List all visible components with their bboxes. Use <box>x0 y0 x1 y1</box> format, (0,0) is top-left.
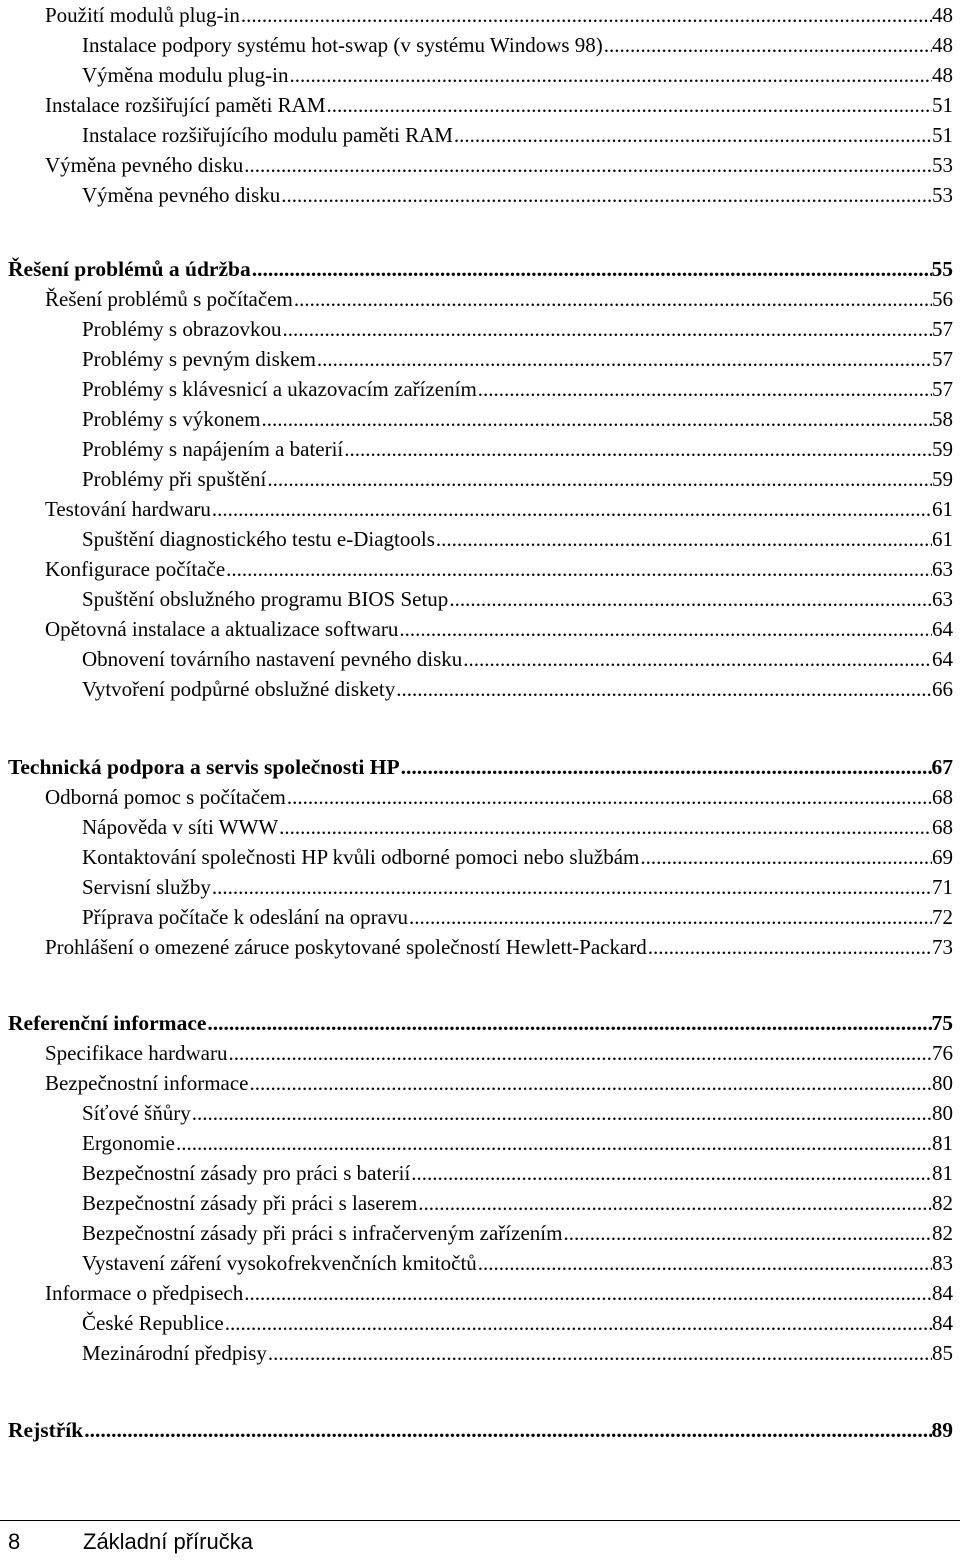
toc-entry-title: Servisní služby <box>82 875 211 899</box>
toc-entry[interactable] <box>82 872 953 902</box>
toc-entry[interactable] <box>45 1278 953 1308</box>
footer-page-number: 8 <box>8 1529 21 1554</box>
toc-entry-page: 64 <box>932 617 953 641</box>
toc-entry[interactable] <box>45 90 953 120</box>
toc-dot-leader <box>225 1308 932 1338</box>
toc-entry-page: 73 <box>932 935 953 959</box>
toc-dot-leader <box>344 434 932 464</box>
toc-entry-page: 57 <box>932 377 953 401</box>
toc-dot-leader <box>648 932 932 962</box>
toc-entry-page: 71 <box>932 875 953 899</box>
toc-entry-title: Odborná pomoc s počítačem <box>45 785 286 809</box>
toc-entry-title: Konfigurace počítače <box>45 557 226 581</box>
toc-dot-leader <box>84 1415 931 1445</box>
toc-entry-title: Ergonomie <box>82 1131 175 1155</box>
toc-dot-leader <box>262 404 933 434</box>
toc-dot-leader <box>212 494 932 524</box>
toc-entry-title: Testování hardwaru <box>45 497 211 521</box>
toc-entry[interactable] <box>82 404 953 434</box>
toc-dot-leader <box>396 674 932 704</box>
toc-entry-title: Referenční informace <box>8 1011 207 1035</box>
toc-dot-leader <box>229 1038 933 1068</box>
footer-title: Základní příručka <box>83 1529 253 1554</box>
toc-entry-page: 57 <box>932 347 953 371</box>
toc-entry-title: Prohlášení o omezené záruce poskytované společností Hewlett-Packard <box>45 935 647 959</box>
toc-entry[interactable] <box>82 584 953 614</box>
toc-entry[interactable] <box>82 180 953 210</box>
toc-dot-leader <box>604 30 932 60</box>
toc-entry[interactable] <box>82 1188 953 1218</box>
toc-entry-title: Výměna pevného disku <box>82 183 281 207</box>
toc-dot-leader <box>287 782 932 812</box>
toc-entry-title: Rejstřík <box>8 1418 84 1442</box>
toc-entry[interactable] <box>45 0 953 30</box>
toc-entry-page: 84 <box>932 1311 953 1335</box>
toc-dot-leader <box>399 614 932 644</box>
toc-chapter[interactable] <box>8 1415 953 1445</box>
toc-entry[interactable] <box>45 782 953 812</box>
toc-dot-leader <box>436 524 932 554</box>
toc-dot-leader <box>250 1068 933 1098</box>
toc-entry[interactable] <box>82 902 953 932</box>
toc-dot-leader <box>212 872 932 902</box>
toc-dot-leader <box>226 554 932 584</box>
toc-entry[interactable] <box>82 344 953 374</box>
toc-dot-leader <box>282 314 932 344</box>
toc-entry-page: 85 <box>932 1341 953 1365</box>
toc-entry[interactable] <box>82 1128 953 1158</box>
toc-entry[interactable] <box>82 524 953 554</box>
toc-entry-page: 80 <box>932 1071 953 1095</box>
toc-entry-page: 84 <box>932 1281 953 1305</box>
toc-entry-title: Problémy s obrazovkou <box>82 317 282 341</box>
toc-dot-leader <box>244 150 932 180</box>
toc-entry-title: Spuštění diagnostického testu e-Diagtools <box>82 527 435 551</box>
toc-entry[interactable] <box>45 1068 953 1098</box>
toc-entry-title: Problémy při spuštění <box>82 467 267 491</box>
toc-entry-title: Technická podpora a servis společnosti HP <box>8 755 400 779</box>
toc-entry-title: Problémy s klávesnicí a ukazovacím zařízením <box>82 377 477 401</box>
toc-entry-title: Problémy s výkonem <box>82 407 261 431</box>
toc-dot-leader <box>640 842 932 872</box>
toc-entry-page: 66 <box>932 677 953 701</box>
toc-entry-title: Vytvoření podpůrné obslužné diskety <box>82 677 396 701</box>
toc-entry[interactable] <box>45 614 953 644</box>
toc-entry[interactable] <box>45 932 953 962</box>
toc-dot-leader <box>207 1008 931 1038</box>
toc-entry[interactable] <box>82 644 953 674</box>
toc-entry-page: 68 <box>932 815 953 839</box>
toc-dot-leader <box>418 1188 932 1218</box>
toc-entry[interactable] <box>82 464 953 494</box>
toc-entry-page: 69 <box>932 845 953 869</box>
toc-dot-leader <box>409 902 932 932</box>
toc-entry-title: Příprava počítače k odeslání na opravu <box>82 905 408 929</box>
toc-entry[interactable] <box>82 434 953 464</box>
toc-entry[interactable] <box>82 1158 953 1188</box>
toc-dot-leader <box>279 812 932 842</box>
toc-entry-title: Problémy s napájením a baterií <box>82 437 344 461</box>
toc-entry-title: Informace o předpisech <box>45 1281 244 1305</box>
toc-entry[interactable] <box>82 120 953 150</box>
toc-entry[interactable] <box>45 554 953 584</box>
toc-dot-leader <box>289 60 932 90</box>
toc-dot-leader <box>268 1338 932 1368</box>
toc-chapter[interactable] <box>8 1008 953 1038</box>
toc-entry[interactable] <box>82 1218 953 1248</box>
toc-dot-leader <box>267 464 932 494</box>
toc-entry[interactable] <box>45 284 953 314</box>
toc-entry[interactable] <box>45 1038 953 1068</box>
toc-dot-leader <box>281 180 932 210</box>
toc-entry-page: 75 <box>931 1011 953 1035</box>
toc-dot-leader <box>454 120 932 150</box>
toc-entry-title: Mezinárodní předpisy <box>82 1341 267 1365</box>
toc-dot-leader <box>411 1158 932 1188</box>
toc-dot-leader <box>176 1128 932 1158</box>
toc-entry-page: 58 <box>932 407 953 431</box>
toc-entry[interactable] <box>82 30 953 60</box>
toc-dot-leader <box>192 1098 932 1128</box>
toc-dot-leader <box>478 1248 932 1278</box>
toc-entry-page: 48 <box>932 33 953 57</box>
toc-entry-page: 63 <box>932 557 953 581</box>
toc-entry-title: Řešení problémů a údržba <box>8 257 251 281</box>
toc-entry-page: 59 <box>932 467 953 491</box>
toc-entry-title: Opětovná instalace a aktualizace softwaru <box>45 617 399 641</box>
toc-dot-leader <box>563 1218 932 1248</box>
toc-entry-title: Kontaktování společnosti HP kvůli odborné pomoci nebo službám <box>82 845 640 869</box>
toc-dot-leader <box>449 584 932 614</box>
toc-entry-page: 76 <box>932 1041 953 1065</box>
toc-entry[interactable] <box>82 1338 953 1368</box>
toc-chapter[interactable] <box>8 752 953 782</box>
toc-entry-title: Spuštění obslužného programu BIOS Setup <box>82 587 449 611</box>
toc-entry[interactable] <box>82 1248 953 1278</box>
toc-entry-title: Instalace rozšiřujícího modulu paměti RAM <box>82 123 453 147</box>
toc-entry[interactable] <box>82 1308 953 1338</box>
toc-entry-page: 51 <box>932 123 953 147</box>
toc-dot-leader <box>244 1278 932 1308</box>
toc-dot-leader <box>478 374 932 404</box>
toc-entry[interactable] <box>82 314 953 344</box>
toc-entry-title: Problémy s pevným diskem <box>82 347 316 371</box>
toc-entry-page: 57 <box>932 317 953 341</box>
toc-entry-title: Bezpečnostní zásady při práci s laserem <box>82 1191 418 1215</box>
toc-entry-page: 81 <box>932 1131 953 1155</box>
toc-entry[interactable] <box>82 60 953 90</box>
toc-dot-leader <box>401 752 932 782</box>
toc-dot-leader <box>317 344 932 374</box>
toc-entry-page: 68 <box>932 785 953 809</box>
toc-entry[interactable] <box>45 494 953 524</box>
toc-entry-page: 63 <box>932 587 953 611</box>
toc-entry[interactable] <box>82 1098 953 1128</box>
toc-dot-leader <box>463 644 932 674</box>
toc-entry-title: Instalace podpory systému hot-swap (v systému Windows 98) <box>82 33 603 57</box>
toc-entry-page: 64 <box>932 647 953 671</box>
toc-entry[interactable] <box>82 674 953 704</box>
toc-entry[interactable] <box>82 812 953 842</box>
toc-dot-leader <box>252 254 932 284</box>
toc-entry-page: 61 <box>932 497 953 521</box>
toc-entry-page: 56 <box>932 287 953 311</box>
toc-entry-page: 51 <box>932 93 953 117</box>
toc-entry-page: 53 <box>932 183 953 207</box>
toc-entry-page: 61 <box>932 527 953 551</box>
toc-entry-title: Výměna modulu plug-in <box>82 63 289 87</box>
toc-entry-page: 67 <box>931 755 953 779</box>
toc-entry[interactable] <box>82 842 953 872</box>
toc-entry[interactable] <box>82 374 953 404</box>
toc-entry-title: Bezpečnostní informace <box>45 1071 249 1095</box>
toc-dot-leader <box>241 0 932 30</box>
toc-dot-leader <box>327 90 933 120</box>
toc-entry-title: Použití modulů plug-in <box>45 3 240 27</box>
toc-entry-page: 55 <box>931 257 953 281</box>
toc-entry-title: Bezpečnostní zásady pro práci s baterií <box>82 1161 411 1185</box>
toc-entry-page: 82 <box>932 1221 953 1245</box>
toc-entry-title: Výměna pevného disku <box>45 153 244 177</box>
toc-entry-page: 81 <box>932 1161 953 1185</box>
toc-entry-page: 48 <box>932 3 953 27</box>
toc-entry-page: 89 <box>931 1418 953 1442</box>
toc-entry-title: Řešení problémů s počítačem <box>45 287 293 311</box>
toc-dot-leader <box>294 284 932 314</box>
toc-entry-page: 83 <box>932 1251 953 1275</box>
toc-entry-page: 59 <box>932 437 953 461</box>
toc-entry-title: Nápověda v síti WWW <box>82 815 279 839</box>
toc-entry-page: 48 <box>932 63 953 87</box>
toc-entry-title: Specifikace hardwaru <box>45 1041 228 1065</box>
toc-entry-title: Instalace rozšiřující paměti RAM <box>45 93 326 117</box>
toc-entry[interactable] <box>45 150 953 180</box>
toc-entry-page: 80 <box>932 1101 953 1125</box>
toc-entry-title: Síťové šňůry <box>82 1101 191 1125</box>
toc-entry-page: 72 <box>932 905 953 929</box>
toc-chapter[interactable] <box>8 254 953 284</box>
toc-entry-title: České Republice <box>82 1311 224 1335</box>
page-footer <box>0 1520 960 1563</box>
toc-entry-page: 82 <box>932 1191 953 1215</box>
toc-entry-title: Obnovení továrního nastavení pevného disku <box>82 647 463 671</box>
toc-entry-page: 53 <box>932 153 953 177</box>
toc-entry-title: Vystavení záření vysokofrekvenčních kmitočtů <box>82 1251 477 1275</box>
toc-entry-title: Bezpečnostní zásady při práci s infračerveným zařízením <box>82 1221 563 1245</box>
